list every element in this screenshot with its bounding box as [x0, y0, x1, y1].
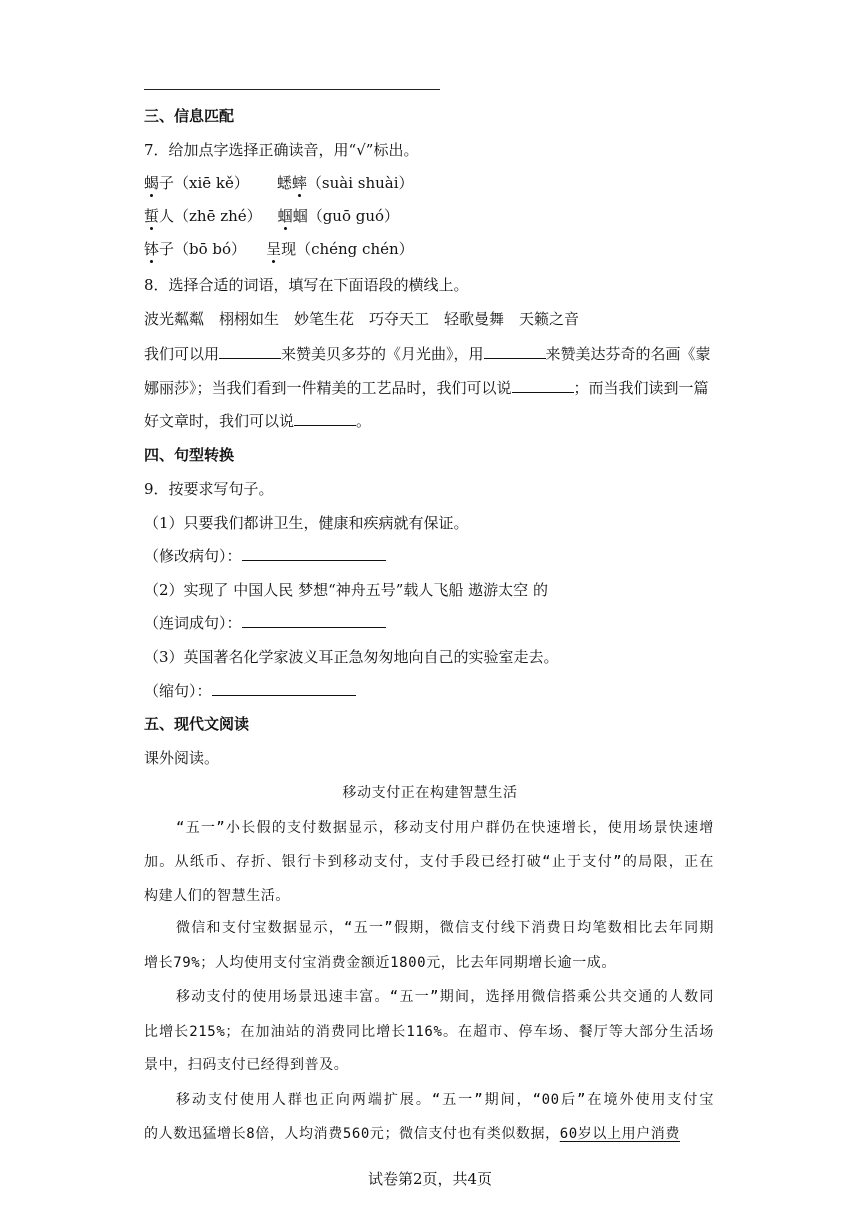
article-p1-line-2: 加。从纸币、存折、银行卡到移动支付，支付手段已经打破“止于支付”的局限，正在 [144, 854, 714, 870]
pinyin-option: 现（chéng chén） [281, 240, 414, 258]
answer-blank-4[interactable] [294, 411, 356, 426]
article-p4-line-1: 移动支付使用人群也正向两端扩展。“五一”期间，“00后”在境外使用支付宝 [176, 1092, 714, 1108]
dotted-char: 呈 [266, 240, 282, 258]
pinyin-option: 人（zhē zhé） [159, 207, 262, 225]
q9-sentence-3: （3）英国著名化学家波义耳正急匆匆地向自己的实验室走去。 [144, 648, 559, 666]
q8-paragraph-line-3: 好文章时，我们可以说 。 [144, 412, 372, 430]
article-p1-line-1: “五一”小长假的支付数据显示，移动支付用户群仍在快速增长，使用场景快速增 [176, 820, 714, 836]
section-4-title: 四、句型转换 [144, 446, 235, 464]
article-title: 移动支付正在构建智慧生活 [342, 785, 518, 801]
article-p4-line-2: 的人数迅猛增长8倍，人均消费560元；微信支付也有类似数据，60岁以上用户消费 [144, 1126, 680, 1142]
q7-row-2 [144, 206, 399, 226]
dotted-char: 钵 [144, 240, 160, 258]
q9-answer-1: （修改病句）： [144, 546, 386, 566]
dotted-char: 蟀 [291, 174, 307, 192]
dotted-char: 蝈 [277, 207, 293, 225]
q8-paragraph-line-1: 我们可以用 来赞美贝多芬的《月光曲》，用 来赞美达芬奇的名画《蒙 [144, 345, 711, 363]
article-p1-line-3: 构建人们的智慧生活。 [144, 888, 290, 904]
answer-blank-1[interactable] [219, 344, 281, 359]
answer-blank-3[interactable] [512, 378, 574, 393]
underlined-phrase: 60岁以上用户消费 [559, 1126, 680, 1142]
article-p2-line-2: 增长79%；人均使用支付宝消费金额近1800元，比去年同期增长逾一成。 [144, 955, 616, 971]
pinyin-option: （suài shuài） [306, 174, 414, 192]
q9-sentence-2: （2）实现了 中国人民 梦想“神舟五号”载人飞船 遨游太空 的 [144, 581, 548, 599]
word-bank: 波光粼粼 栩栩如生 妙笔生花 巧夺天工 轻歌曼舞 天籁之音 [144, 310, 580, 328]
dotted-char: 蝎 [144, 174, 160, 192]
q9-sentence-1: （1）只要我们都讲卫生，健康和疾病就有保证。 [144, 514, 469, 532]
page-footer: 试卷第2页，共4页 [367, 1170, 493, 1188]
answer-line-1[interactable] [242, 546, 386, 561]
section-3-title: 三、信息匹配 [144, 107, 235, 125]
article-p2-line-1: 微信和支付宝数据显示，“五一”假期，微信支付线下消费日均笔数相比去年同期 [176, 920, 714, 936]
q9-answer-2: （连词成句）： [144, 613, 386, 633]
answer-line-3[interactable] [212, 681, 356, 696]
section-5-title: 五、现代文阅读 [144, 715, 250, 733]
pinyin-option: 蝈（guō guó） [292, 207, 400, 225]
dotted-char: 蜇 [144, 207, 160, 225]
question-8-stem: 8．选择合适的词语，填写在下面语段的横线上。 [144, 276, 469, 294]
answer-line-2[interactable] [242, 613, 386, 628]
pinyin-option: 子（xiē kě） [159, 174, 249, 192]
article-p3-line-1: 移动支付的使用场景迅速丰富。“五一”期间，选择用微信搭乘公共交通的人数同 [176, 989, 714, 1005]
q7-row-1 [144, 173, 414, 193]
top-divider [144, 89, 440, 90]
article-p3-line-2: 比增长215%；在加油站的消费同比增长116%。在超市、停车场、餐厅等大部分生活场 [144, 1024, 714, 1040]
reading-intro: 课外阅读。 [144, 749, 220, 767]
q8-paragraph-line-2: 娜丽莎》；当我们看到一件精美的工艺品时，我们可以说 ；而当我们读到一篇 [144, 379, 709, 397]
q9-answer-3: （缩句）： [144, 681, 356, 701]
question-7-stem: 7．给加点字选择正确读音，用“√”标出。 [144, 141, 419, 159]
question-9-stem: 9．按要求写句子。 [144, 480, 274, 498]
article-p3-line-3: 景中，扫码支付已经得到普及。 [144, 1057, 349, 1073]
pinyin-option: 子（bō bó） [159, 240, 247, 258]
plain-char: 蟋 [276, 174, 292, 192]
answer-blank-2[interactable] [484, 344, 546, 359]
q7-row-3 [144, 239, 414, 259]
